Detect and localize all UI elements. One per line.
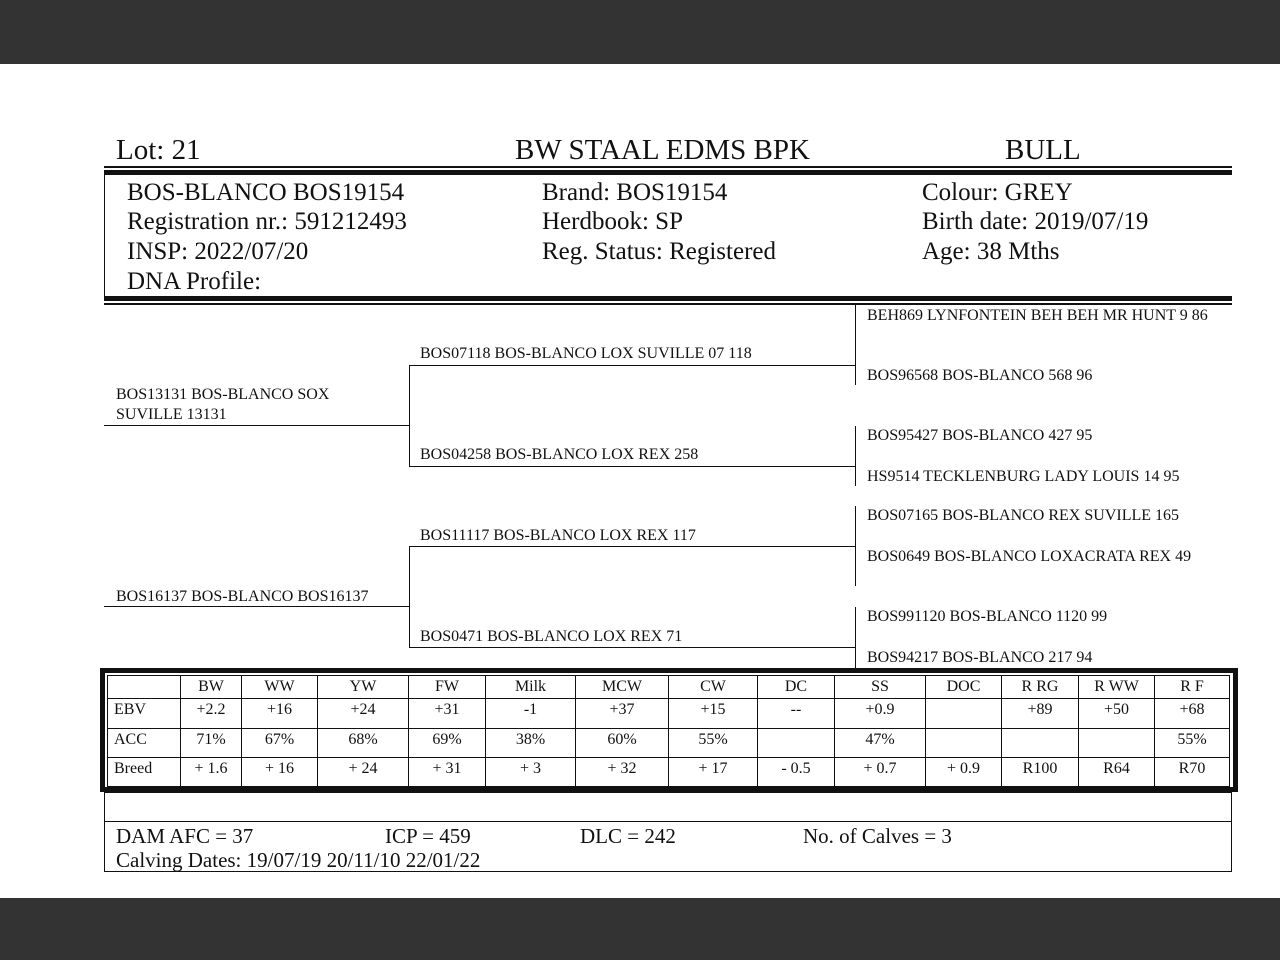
ebv-cell: +37 <box>576 699 669 729</box>
dam-icp: ICP = 459 <box>385 824 471 848</box>
pedigree-dam-line <box>104 606 409 607</box>
ebv-cell: 55% <box>669 729 758 758</box>
ebv-cell: + 31 <box>409 758 486 787</box>
ebv-cell: +50 <box>1079 699 1155 729</box>
lot-number: Lot: 21 <box>116 134 201 166</box>
ebv-cell: - 0.5 <box>758 758 835 787</box>
pedigree-ggp-3: BOS95427 BOS-BLANCO 427 95 <box>867 427 1093 444</box>
info-left-border <box>104 175 105 297</box>
ebv-col-header: DOC <box>926 676 1002 699</box>
dam-info-separator <box>104 821 1232 822</box>
pedigree-ggp-2: BOS96568 BOS-BLANCO 568 96 <box>867 367 1093 384</box>
ebv-col-header: FW <box>409 676 486 699</box>
top-frame-bar <box>0 0 1280 64</box>
ebv-cell: + 17 <box>669 758 758 787</box>
dam-calves-count: No. of Calves = 3 <box>803 824 952 848</box>
ebv-cell <box>1079 729 1155 758</box>
dam-calving-dates: Calving Dates: 19/07/19 20/11/10 22/01/22 <box>116 848 481 872</box>
ebv-cell: +2.2 <box>181 699 242 729</box>
info-rule-thin <box>104 303 1232 305</box>
pedigree-sire-dam-line <box>409 466 855 467</box>
ebv-row-ebv <box>108 699 1230 729</box>
dam-afc: DAM AFC = 37 <box>116 824 254 848</box>
pedigree-dam: BOS16137 BOS-BLANCO BOS16137 <box>116 588 369 605</box>
ebv-cell: 68% <box>318 729 409 758</box>
ebv-cell: + 16 <box>242 758 318 787</box>
ebv-cell: 38% <box>486 729 576 758</box>
ebv-table <box>107 675 1230 787</box>
ebv-cell <box>758 729 835 758</box>
ebv-cell <box>1002 729 1079 758</box>
ebv-cell: +0.9 <box>835 699 926 729</box>
ebv-cell: +68 <box>1155 699 1230 729</box>
ebv-cell: -- <box>758 699 835 729</box>
dam-dlc: DLC = 242 <box>580 824 676 848</box>
dna-profile: DNA Profile: <box>127 268 262 295</box>
ebv-row-label: Breed <box>108 758 181 787</box>
ebv-cell: +89 <box>1002 699 1079 729</box>
ebv-cell: 69% <box>409 729 486 758</box>
pedigree-gg-bracket-4 <box>855 607 856 668</box>
ebv-row-label: ACC <box>108 729 181 758</box>
registration-status: Reg. Status: Registered <box>542 238 776 265</box>
ebv-cell: 67% <box>242 729 318 758</box>
ebv-col-header: SS <box>835 676 926 699</box>
ebv-cell <box>926 699 1002 729</box>
pedigree-gg-bracket-3 <box>855 506 856 586</box>
ebv-row-acc <box>108 729 1230 758</box>
pedigree-ggp-1: BEH869 LYNFONTEIN BEH BEH MR HUNT 9 86 <box>867 307 1208 324</box>
pedigree-ggp-6: BOS0649 BOS-BLANCO LOXACRATA REX 49 <box>867 548 1192 565</box>
pedigree-sire-sire: BOS07118 BOS-BLANCO LOX SUVILLE 07 118 <box>420 345 752 362</box>
bottom-frame-bar <box>0 898 1280 960</box>
birth-date: Birth date: 2019/07/19 <box>922 208 1149 235</box>
ebv-cell: 60% <box>576 729 669 758</box>
ebv-col-header: WW <box>242 676 318 699</box>
ebv-cell: +16 <box>242 699 318 729</box>
ebv-col-header: CW <box>669 676 758 699</box>
pedigree-dam-dam: BOS0471 BOS-BLANCO LOX REX 71 <box>420 628 683 645</box>
ebv-col-header: R F <box>1155 676 1230 699</box>
ebv-cell: R70 <box>1155 758 1230 787</box>
ebv-cell <box>926 729 1002 758</box>
ebv-cell: + 3 <box>486 758 576 787</box>
header-rule-thick <box>104 170 1232 175</box>
herdbook: Herdbook: SP <box>542 208 683 235</box>
ebv-header-row <box>108 676 1230 699</box>
brand: Brand: BOS19154 <box>542 179 728 206</box>
pedigree-ggp-7: BOS991120 BOS-BLANCO 1120 99 <box>867 608 1108 625</box>
pedigree-ggp-8: BOS94217 BOS-BLANCO 217 94 <box>867 649 1093 666</box>
animal-sex: BULL <box>1005 134 1081 166</box>
ebv-col-header: R WW <box>1079 676 1155 699</box>
pedigree-sire: BOS13131 BOS-BLANCO SOX SUVILLE 13131 <box>116 386 330 423</box>
ebv-cell: + 32 <box>576 758 669 787</box>
pedigree-dam-dam-line <box>409 647 855 648</box>
ebv-cell: 55% <box>1155 729 1230 758</box>
owner-name: BW STAAL EDMS BPK <box>515 134 810 166</box>
ebv-cell: 71% <box>181 729 242 758</box>
info-rule-thick <box>104 296 1232 301</box>
pedigree-sire-sire-line <box>409 365 855 366</box>
ebv-cell: -1 <box>486 699 576 729</box>
ebv-cell: +24 <box>318 699 409 729</box>
age: Age: 38 Mths <box>922 238 1060 265</box>
ebv-col-header: Milk <box>486 676 576 699</box>
ebv-cell: + 24 <box>318 758 409 787</box>
ebv-col-header: R RG <box>1002 676 1079 699</box>
pedigree-sire-line <box>104 425 409 426</box>
ebv-cell: +15 <box>669 699 758 729</box>
ebv-row-label: EBV <box>108 699 181 729</box>
pedigree-ggp-4: HS9514 TECKLENBURG LADY LOUIS 14 95 <box>867 468 1180 485</box>
ebv-cell: + 0.7 <box>835 758 926 787</box>
pedigree-sire-dam: BOS04258 BOS-BLANCO LOX REX 258 <box>420 446 699 463</box>
ebv-cell: R100 <box>1002 758 1079 787</box>
pedigree-sire-bracket <box>409 365 410 467</box>
ebv-col-header: DC <box>758 676 835 699</box>
registration-number: Registration nr.: 591212493 <box>127 208 407 235</box>
ebv-cell: +31 <box>409 699 486 729</box>
inspection-date: INSP: 2022/07/20 <box>127 238 309 265</box>
pedigree-ggp-5: BOS07165 BOS-BLANCO REX SUVILLE 165 <box>867 507 1180 524</box>
pedigree-gg-bracket-2 <box>855 426 856 486</box>
ebv-cell: + 0.9 <box>926 758 1002 787</box>
colour: Colour: GREY <box>922 179 1073 206</box>
pedigree-gg-bracket-1 <box>855 305 856 385</box>
ebv-col-header: MCW <box>576 676 669 699</box>
ebv-cell: R64 <box>1079 758 1155 787</box>
ebv-col-header <box>108 676 181 699</box>
ebv-row-breed <box>108 758 1230 787</box>
animal-name: BOS-BLANCO BOS19154 <box>127 179 405 206</box>
ebv-col-header: YW <box>318 676 409 699</box>
ebv-col-header: BW <box>181 676 242 699</box>
header-rule-thin <box>104 166 1232 168</box>
pedigree-dam-sire-line <box>409 546 855 547</box>
pedigree-dam-sire: BOS11117 BOS-BLANCO LOX REX 117 <box>420 527 696 544</box>
ebv-cell: + 1.6 <box>181 758 242 787</box>
ebv-cell: 47% <box>835 729 926 758</box>
pedigree-dam-bracket <box>409 546 410 648</box>
